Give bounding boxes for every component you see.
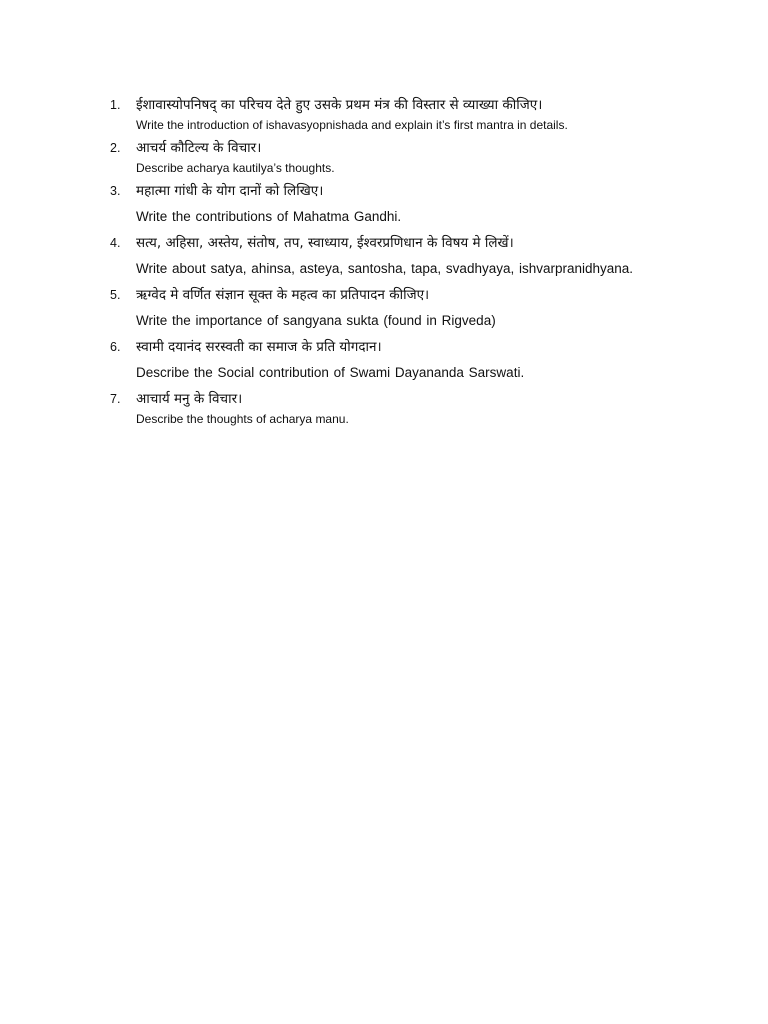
question-number: 6. xyxy=(110,340,121,354)
question-hindi-text: ऋग्वेद मे वर्णित संज्ञान सूक्त के महत्व का प्रतिपादन कीजिए। xyxy=(136,287,430,303)
question-item xyxy=(108,284,738,333)
question-number: 5. xyxy=(110,288,121,302)
question-english-text: Describe the thoughts of acharya manu. xyxy=(136,412,349,426)
question-item xyxy=(108,232,738,281)
question-english-text: Write about satya, ahinsa, asteya, santosha, tapa, svadhyaya, ishvarpranidhyana. xyxy=(136,261,634,276)
question-list xyxy=(108,94,738,431)
question-item xyxy=(108,388,738,428)
question-hindi-text: सत्य, अहिसा, अस्तेय, संतोष, तप, स्वाध्याय, ईश्वरप्रणिधान के विषय मे लिखें। xyxy=(136,235,514,251)
question-hindi-text: महात्मा गांधी के योग दानों को लिखिए। xyxy=(136,183,324,199)
question-number: 4. xyxy=(110,236,121,250)
question-item xyxy=(108,137,738,177)
question-number: 3. xyxy=(110,184,121,198)
question-english-text: Describe acharya kautilya’s thoughts. xyxy=(136,161,335,175)
question-english-text: Write the contributions of Mahatma Gandhi. xyxy=(136,209,402,224)
question-english-text: Describe the Social contribution of Swami Dayananda Sarswati. xyxy=(136,365,525,380)
question-item xyxy=(108,180,738,229)
question-number: 2. xyxy=(110,141,121,155)
question-english-text: Write the introduction of ishavasyopnishada and explain it’s first mantra in details. xyxy=(136,118,568,132)
question-number: 1. xyxy=(110,98,121,112)
question-english-text: Write the importance of sangyana sukta (found in Rigveda) xyxy=(136,313,496,328)
question-hindi-text: स्वामी दयानंद सरस्वती का समाज के प्रति योगदान। xyxy=(136,339,382,355)
question-hindi-text: आचार्य मनु के विचार। xyxy=(136,391,243,407)
question-hindi-text: आचर्य कौटिल्य के विचार। xyxy=(136,140,262,156)
question-item xyxy=(108,336,738,385)
question-number: 7. xyxy=(110,392,121,406)
question-hindi-text: ईशावास्योपनिषद् का परिचय देते हुए उसके प्रथम मंत्र की विस्तार से व्याख्या कीजिए। xyxy=(136,97,543,113)
question-item xyxy=(108,94,738,134)
